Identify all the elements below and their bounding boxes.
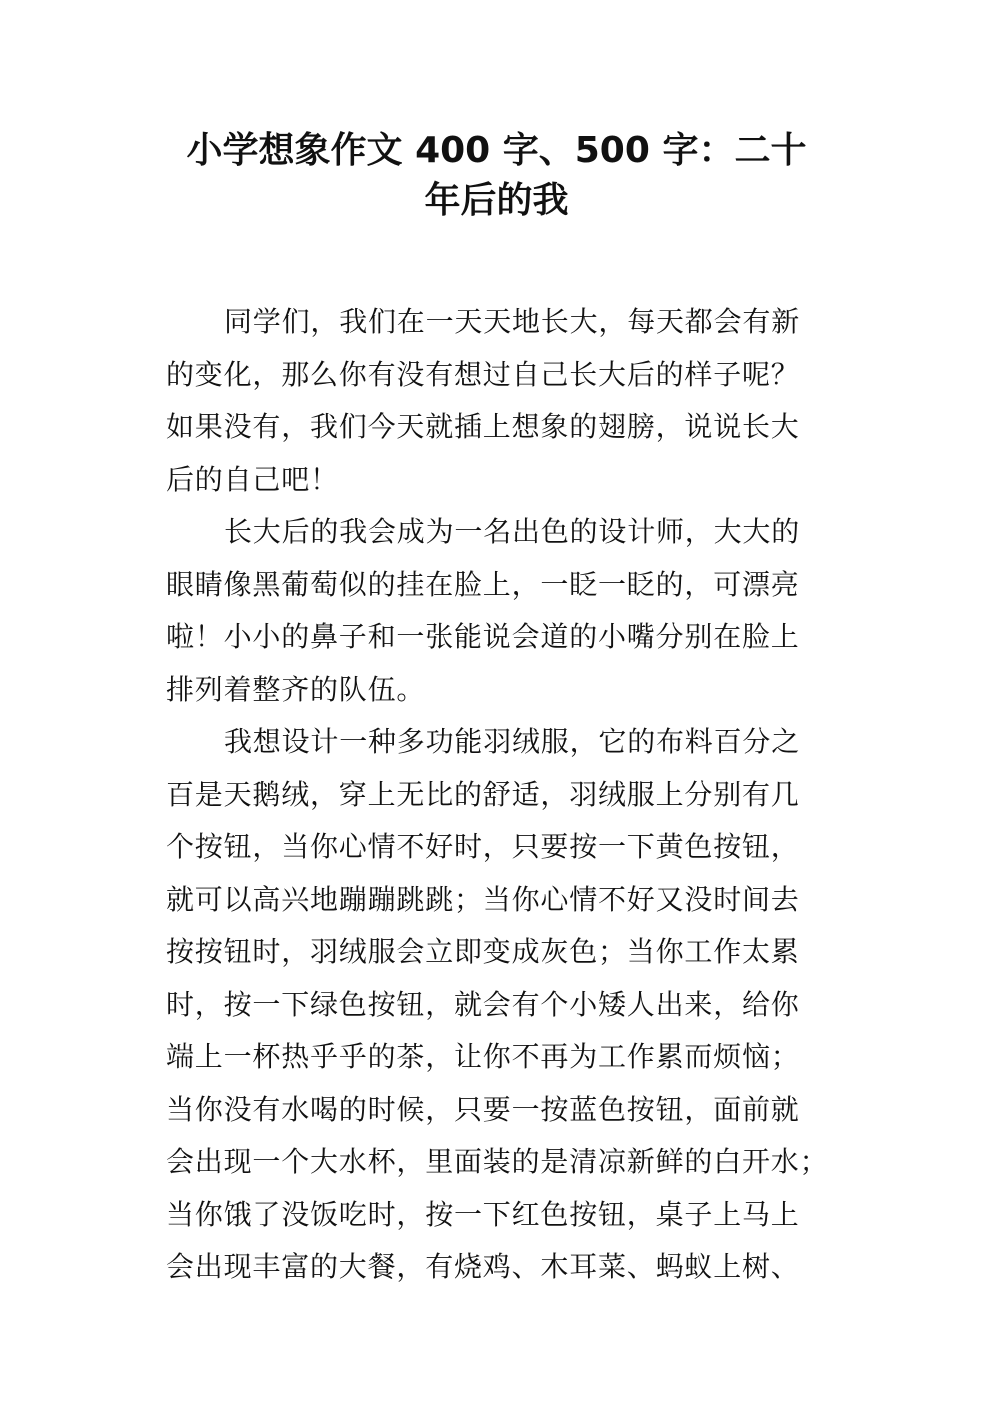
body-text-line: 端上一杯热乎乎的茶，让你不再为工作累而烦恼； xyxy=(166,1040,800,1073)
body-text-line: 啦！小小的鼻子和一张能说会道的小嘴分别在脸上 xyxy=(166,620,800,653)
body-text-line: 眼睛像黑葡萄似的挂在脸上，一眨一眨的，可漂亮 xyxy=(166,567,800,601)
body-text-line: 排列着整齐的队伍。 xyxy=(166,672,426,706)
body-text-line: 后的自己吧！ xyxy=(166,462,339,496)
essay-body xyxy=(166,296,834,1294)
title-line: 小学想象作文 400 字、500 字：二十 xyxy=(186,130,807,171)
body-text-line: 当你没有水喝的时候，只要一按蓝色按钮，面前就 xyxy=(166,1092,800,1126)
body-text-line: 如果没有，我们今天就插上想象的翅膀，说说长大 xyxy=(166,410,800,443)
body-text-line: 个按钮，当你心情不好时，只要按一下黄色按钮， xyxy=(166,830,800,863)
body-text-line: 会出现丰富的大餐，有烧鸡、木耳菜、蚂蚁上树、 xyxy=(166,1250,800,1283)
body-text-line: 百是天鹅绒，穿上无比的舒适，羽绒服上分别有几 xyxy=(166,777,800,811)
body-text-line: 我想设计一种多功能羽绒服，它的布料百分之 xyxy=(224,725,801,758)
body-text-line: 按按钮时，羽绒服会立即变成灰色；当你工作太累 xyxy=(166,935,800,968)
title-line: 年后的我 xyxy=(424,180,569,221)
body-text-line: 就可以高兴地蹦蹦跳跳；当你心情不好又没时间去 xyxy=(166,882,800,916)
essay-title xyxy=(150,126,843,226)
body-text-line: 同学们，我们在一天天地长大，每天都会有新 xyxy=(224,305,801,338)
body-text-line: 会出现一个大水杯，里面装的是清凉新鲜的白开水； xyxy=(166,1145,829,1178)
body-text-line: 长大后的我会成为一名出色的设计师，大大的 xyxy=(224,515,801,548)
body-text-line: 当你饿了没饭吃时，按一下红色按钮，桌子上马上 xyxy=(166,1197,800,1231)
body-text-line: 时，按一下绿色按钮，就会有个小矮人出来，给你 xyxy=(166,987,800,1021)
body-text-line: 的变化，那么你有没有想过自己长大后的样子呢？ xyxy=(166,357,800,391)
